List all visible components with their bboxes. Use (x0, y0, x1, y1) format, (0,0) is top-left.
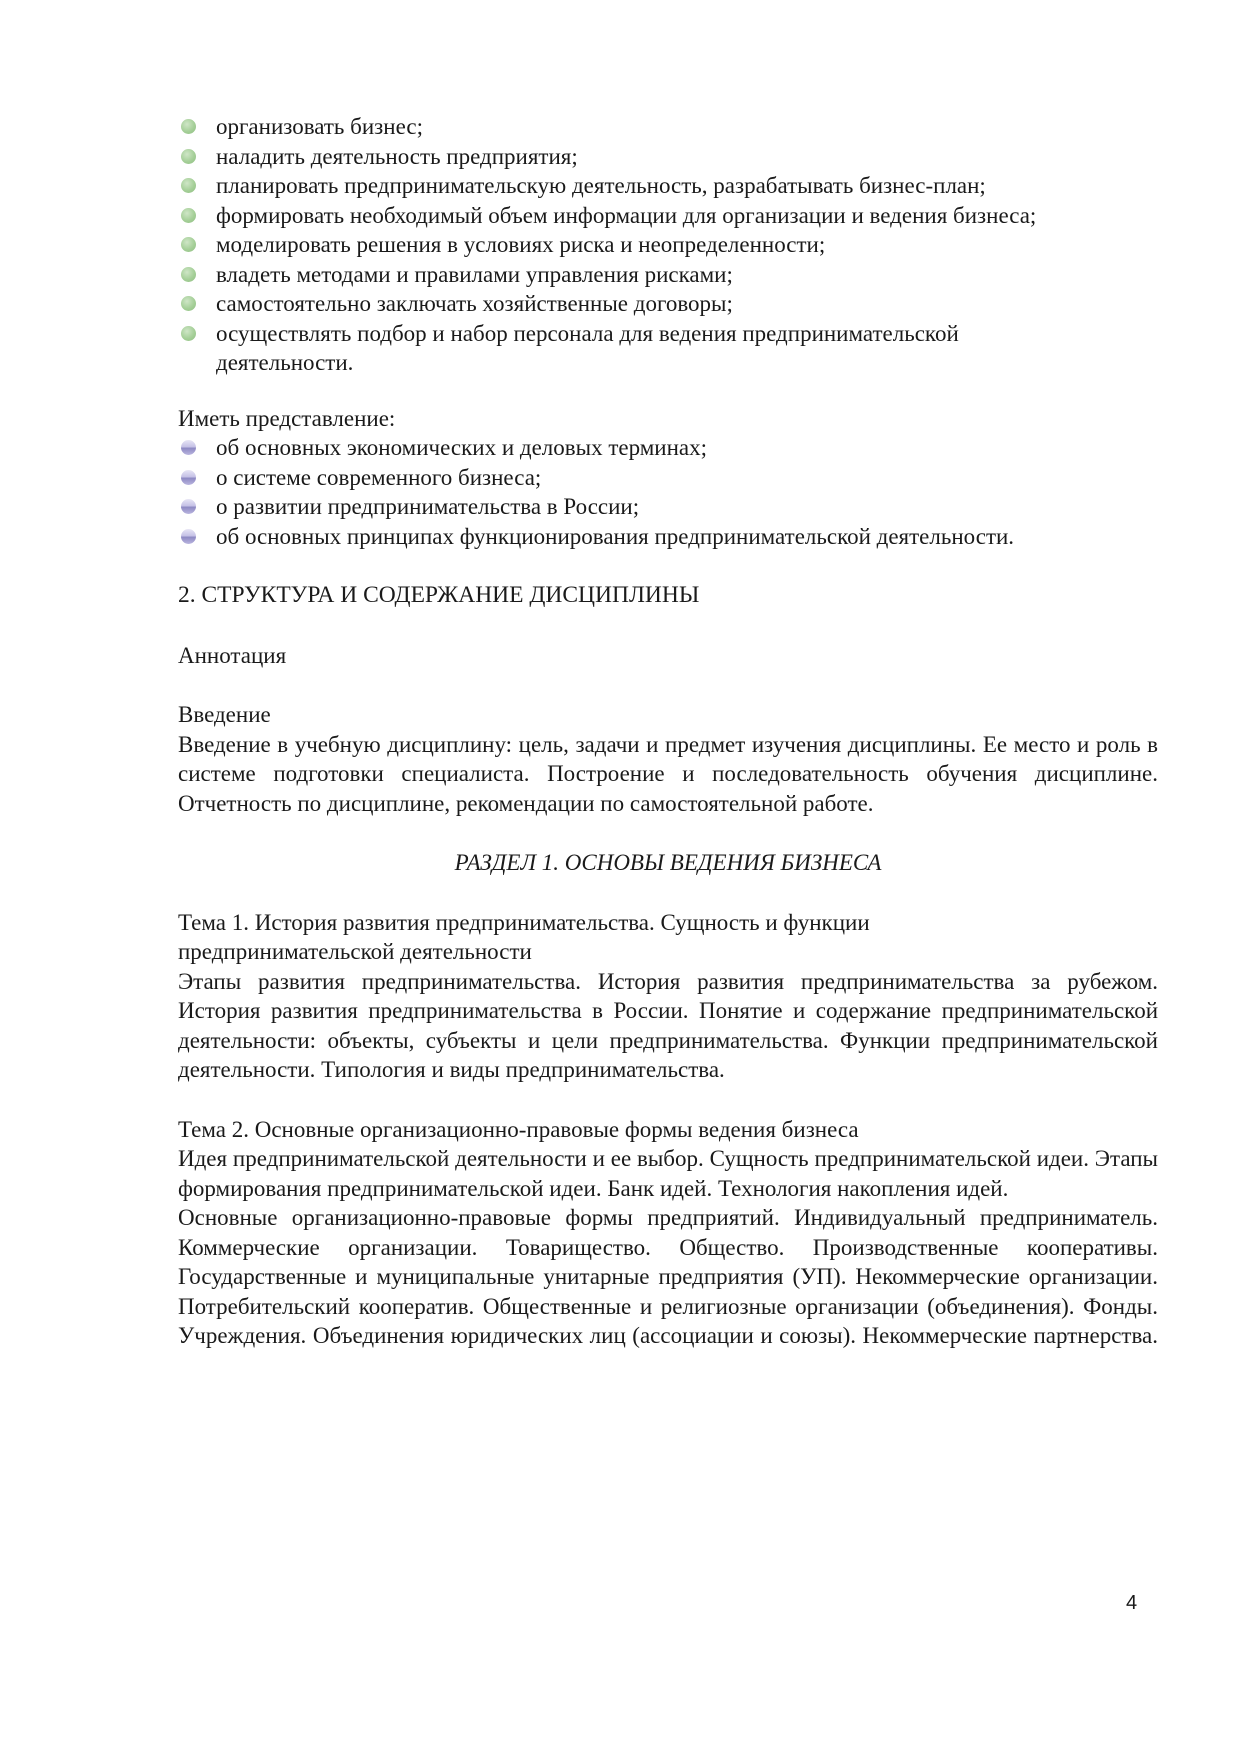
intro-text: Введение в учебную дисциплину: цель, задачи и предмет изучения дисциплины. Ее место и роль в системе подготовки специалиста. Построение и последовательность обучения дисциплине. Отчетность по дисциплине, рекомендации по самостоятельной работе. (178, 731, 1158, 816)
list-item: организовать бизнес; (178, 112, 1158, 142)
green-bullet-icon (181, 296, 196, 311)
topic-1-title-line-1: Тема 1. История развития предпринимательства. Сущность и функции (178, 909, 870, 935)
annotation-label: Аннотация (178, 642, 287, 668)
list-item: об основных экономических и деловых терминах; (178, 433, 1158, 463)
knowledge-list (178, 433, 1158, 551)
purple-bullet-icon (181, 529, 196, 544)
list-item: самостоятельно заключать хозяйственные договоры; (178, 289, 1158, 319)
list-item: осуществлять подбор и набор персонала для ведения предпринимательской деятельности. (178, 319, 1158, 378)
green-bullet-icon (181, 208, 196, 223)
knowledge-heading: Иметь представление: (178, 405, 396, 431)
document-page (178, 112, 1158, 1351)
topic-2-paragraph-2: Основные организационно-правовые формы предприятий. Индивидуальный предприниматель. Коммерческие организации. Товарищество. Общество. Производственные кооперативы. Государственные и муниципальные унитарные предприятия (УП). Некоммерческие организации. Потребительский кооператив. Общественные и религиозные организации (объединения). Фонды. Учреждения. Объединения юридических лиц (ассоциации и союзы). Некоммерческие партнерства. (178, 1205, 1158, 1348)
list-item: о системе современного бизнеса; (178, 463, 1158, 493)
list-item: формировать необходимый объем информации для организации и ведения бизнеса; (178, 201, 1158, 231)
green-bullet-icon (181, 326, 196, 341)
list-item: владеть методами и правилами управления рисками; (178, 260, 1158, 290)
purple-bullet-icon (181, 470, 196, 485)
topic-2-paragraph-1: Идея предпринимательской деятельности и ее выбор. Сущность предпринимательской идеи. Этапы формирования предпринимательской идеи. Банк идей. Технология накопления идей. (178, 1146, 1158, 1201)
section-2-title: 2. СТРУКТУРА И СОДЕРЖАНИЕ ДИСЦИПЛИНЫ (178, 582, 700, 608)
list-item: о развитии предпринимательства в России; (178, 492, 1158, 522)
intro-title: Введение (178, 702, 271, 727)
list-item: об основных принципах функционирования предпринимательской деятельности. (178, 522, 1158, 552)
green-bullet-icon (181, 237, 196, 252)
green-bullet-icon (181, 119, 196, 134)
topic-1-title-line-2: предпринимательской деятельности (178, 939, 532, 964)
green-bullet-icon (181, 178, 196, 193)
purple-bullet-icon (181, 440, 196, 455)
page-number: 4 (1126, 1592, 1138, 1614)
green-bullet-icon (181, 149, 196, 164)
list-item: наладить деятельность предприятия; (178, 142, 1158, 172)
list-item: моделировать решения в условиях риска и неопределенности; (178, 230, 1158, 260)
green-bullet-icon (181, 267, 196, 282)
topic-2-title: Тема 2. Основные организационно-правовые формы ведения бизнеса (178, 1116, 859, 1142)
skills-list (178, 112, 1158, 378)
purple-bullet-icon (181, 499, 196, 514)
list-item: планировать предпринимательскую деятельность, разрабатывать бизнес-план; (178, 171, 1158, 201)
razdel-1-title: РАЗДЕЛ 1. ОСНОВЫ ВЕДЕНИЯ БИЗНЕСА (454, 850, 882, 875)
topic-1-text: Этапы развития предпринимательства. История развития предпринимательства за рубежом. История развития предпринимательства в России. Понятие и содержание предпринимательской деятельности: объекты, субъекты и цели предпринимательства. Функции предпринимательской деятельности. Типология и виды предпринимательства. (178, 968, 1158, 1082)
